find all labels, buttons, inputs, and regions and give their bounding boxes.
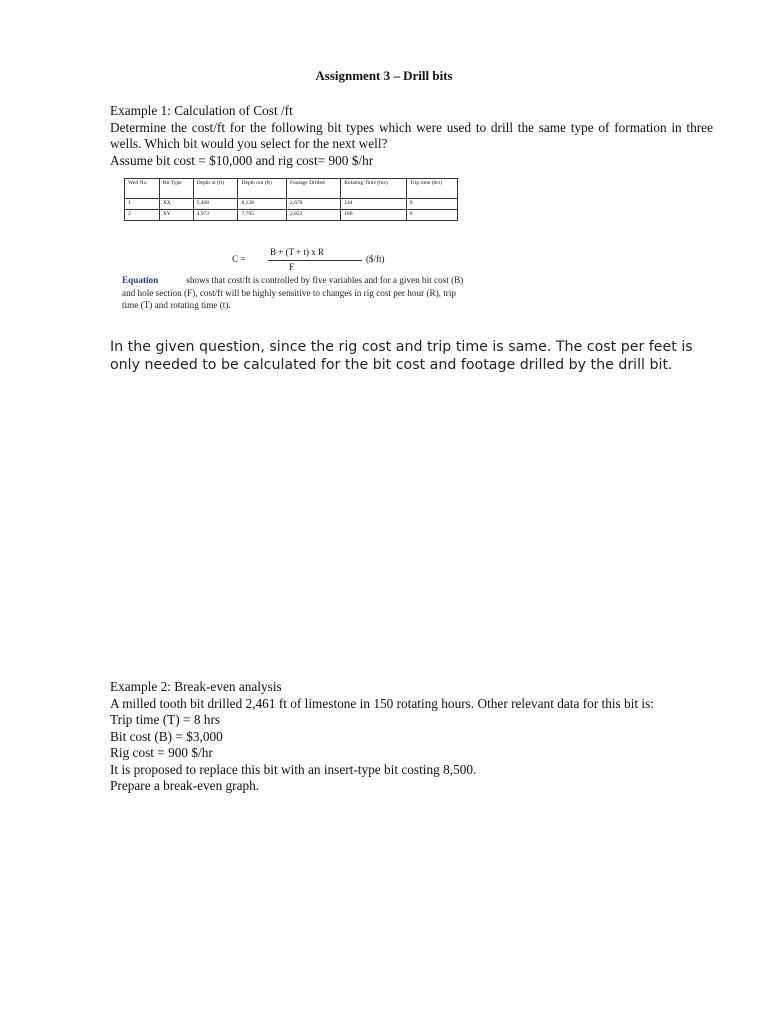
table-cell: 144	[341, 199, 407, 210]
table-header-cell: Depth in (ft)	[193, 179, 238, 199]
table-header-cell: Footage Drilled	[286, 179, 340, 199]
example-1-question: Determine the cost/ft for the following bit types which were used to drill the same type of formation in three wells. Which bit would you select for the next well?	[110, 119, 713, 151]
example-1-assumption: Assume bit cost = $10,000 and rig cost= 900 $/hr	[110, 152, 374, 168]
table-header-cell: Trip time (hrs)	[406, 179, 457, 199]
task-line: Prepare a break-even graph.	[110, 778, 260, 793]
wells-table	[124, 178, 458, 221]
fraction-bar	[268, 260, 362, 261]
answer-paragraph: In the given question, since the rig cost and trip time is same. The cost per feet is only needed to be calculated for the bit cost and footage drilled by the drill bit.	[110, 339, 693, 373]
equation-numerator: B + (T + t) x R	[270, 247, 324, 257]
bit-cost-line: Bit cost (B) = $3,000	[110, 728, 223, 744]
table-cell: XX	[159, 199, 193, 210]
example-2-intro: A milled tooth bit drilled 2,461 ft of limestone in 150 rotating hours. Other relevant data for this bit is:	[110, 695, 654, 711]
equation-desc-line: time (T) and rotating time (t).	[122, 300, 231, 310]
example-1-section	[110, 103, 713, 169]
table-cell: 8,138	[238, 199, 287, 210]
table-cell: 4,973	[193, 210, 238, 221]
table-row	[125, 210, 458, 221]
example-2-heading: Example 2: Break-even analysis	[110, 679, 282, 694]
equation-desc-line: shows that cost/ft is controlled by five variables and for a given bit cost (B)	[186, 275, 464, 285]
table-cell: 180	[341, 210, 407, 221]
equation-keyword: Equation	[122, 275, 159, 285]
proposal-line: It is proposed to replace this bit with an insert-type bit costing 8,500.	[110, 761, 477, 777]
equation-lhs: C =	[232, 254, 246, 264]
table-header-cell: Bit Type	[159, 179, 193, 199]
rig-cost-line: Rig cost = 900 $/hr	[110, 745, 213, 760]
table-cell: 5,468	[193, 199, 238, 210]
trip-time-line: Trip time (T) = 8 hrs	[110, 712, 221, 727]
table-header-cell: Well No.	[125, 179, 160, 199]
table-cell: 2	[125, 210, 160, 221]
table-cell: XY	[159, 210, 193, 221]
table-header-row	[125, 179, 458, 199]
table-cell: 2,822	[286, 210, 340, 221]
page-title: Assignment 3 – Drill bits	[315, 68, 453, 83]
table-cell: 7,795	[238, 210, 287, 221]
example-2-section	[110, 679, 713, 795]
example-1-heading: Example 1: Calculation of Cost /ft	[110, 103, 293, 118]
table-cell: 8	[406, 210, 457, 221]
equation-denominator: F	[289, 262, 295, 272]
equation-units: ($/ft)	[366, 254, 385, 264]
wells-table-image	[124, 178, 458, 221]
table-row	[125, 199, 458, 210]
equation-desc-line: and hole section (F), cost/ft will be highly sensitive to changes in rig cost per hour (R), trip	[122, 287, 457, 298]
table-header-cell: Depth out (ft)	[238, 179, 287, 199]
table-cell: 2,670	[286, 199, 340, 210]
equation-description	[122, 274, 502, 312]
table-cell: 8	[406, 199, 457, 210]
table-cell: 1	[125, 199, 160, 210]
table-header-cell: Rotating Time (hrs)	[341, 179, 407, 199]
